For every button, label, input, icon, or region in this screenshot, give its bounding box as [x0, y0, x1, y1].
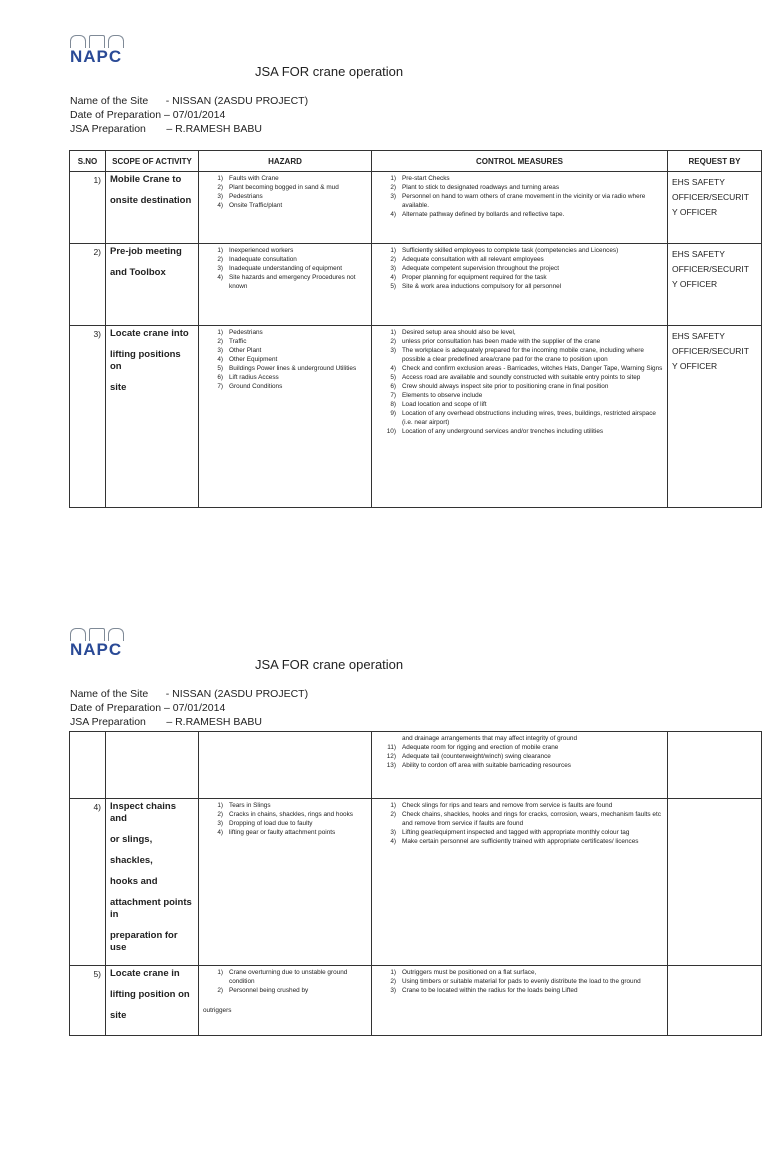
- control-cell: [372, 799, 668, 966]
- list-item: [207, 192, 367, 201]
- list-item: [380, 743, 663, 752]
- activity-line: Pre-job meeting: [110, 246, 182, 257]
- list-item: [207, 337, 367, 346]
- col-request: REQUEST BY: [668, 151, 762, 172]
- activity-line: Inspect chains and: [110, 801, 176, 824]
- activity-line: Locate crane into: [110, 328, 189, 339]
- item-text: Traffic: [229, 338, 247, 345]
- activity-line: and Toolbox: [110, 267, 166, 278]
- control-cell: [372, 244, 668, 326]
- item-number: 3): [217, 193, 223, 200]
- request-line: OFFICER/SECURIT: [672, 346, 749, 356]
- request-line: OFFICER/SECURIT: [672, 192, 749, 202]
- list-item: [380, 210, 663, 219]
- item-number: 1): [390, 247, 396, 254]
- activity-line: site: [110, 1010, 127, 1021]
- request-line: Y OFFICER: [672, 207, 718, 217]
- hazard-cell: [199, 799, 372, 966]
- item-number: 1): [390, 329, 396, 336]
- request-line: Y OFFICER: [672, 279, 718, 289]
- item-number: 3): [217, 820, 223, 827]
- request-cell: [668, 244, 762, 326]
- item-text: Outriggers must be positioned on a flat surface,: [402, 969, 537, 976]
- item-number: 8): [390, 401, 396, 408]
- activity-line: hooks and: [110, 876, 158, 887]
- request-cell: [668, 172, 762, 244]
- control-list: [372, 244, 667, 293]
- item-number: 7): [390, 392, 396, 399]
- item-number: 4): [217, 356, 223, 363]
- table-row: [70, 799, 762, 966]
- list-item: [207, 246, 367, 255]
- item-number: 13): [386, 762, 396, 769]
- activity-cell: [106, 732, 199, 799]
- item-text: Cracks in chains, shackles, rings and hooks: [229, 811, 353, 818]
- request-line: OFFICER/SECURIT: [672, 264, 749, 274]
- prep-value: – R.RAMESH BABU: [166, 123, 263, 135]
- item-number: 1): [390, 802, 396, 809]
- item-text: Proper planning for equipment required for the task: [402, 274, 547, 281]
- item-text: Ability to cordon off area with suitable barricading resources: [402, 762, 571, 769]
- list-item: [380, 364, 663, 373]
- list-item: [207, 346, 367, 355]
- document-meta: Name of the Site - NISSAN (2ASDU PROJECT) Date of Preparation – 07/01/2014 JSA Preparation – R.RAMESH BABU: [70, 688, 309, 728]
- list-item: [380, 391, 663, 400]
- item-number: 4): [390, 274, 396, 281]
- activity-cell: [106, 326, 199, 508]
- item-text: Location of any underground services and/or trenches including utilities: [402, 428, 604, 435]
- item-text: Desired setup area should also be level,: [402, 329, 516, 336]
- activity-cell: [106, 172, 199, 244]
- item-number: 11): [387, 744, 396, 751]
- sno-cell: 5): [70, 966, 106, 1036]
- item-text: Inadequate consultation: [229, 256, 297, 263]
- item-text: Lift radius Access: [229, 374, 279, 381]
- hazard-list: [199, 244, 371, 293]
- control-cell: [372, 326, 668, 508]
- list-item: [380, 246, 663, 255]
- item-number: 6): [390, 383, 396, 390]
- item-text: Site & work area inductions compulsory for all personnel: [402, 283, 562, 290]
- item-number: 2): [390, 338, 396, 345]
- item-number: 3): [390, 347, 396, 354]
- activity-cell: [106, 244, 199, 326]
- item-text: Buildings Power lines & underground Utilities: [229, 365, 357, 372]
- item-number: 4): [217, 274, 223, 281]
- activity-line: preparation for use: [110, 930, 178, 953]
- list-item: [207, 819, 367, 828]
- list-item: [380, 761, 663, 770]
- item-number: 2): [217, 338, 223, 345]
- col-sno: S.NO: [70, 151, 106, 172]
- item-text: Ground Conditions: [229, 383, 283, 390]
- site-value: - NISSAN (2ASDU PROJECT): [165, 95, 309, 107]
- request-line: Y OFFICER: [672, 361, 718, 371]
- list-item: [380, 734, 663, 743]
- col-hazard: HAZARD: [199, 151, 372, 172]
- item-text: Make certain personnel are sufficiently trained with appropriate certificates/ licences: [402, 838, 639, 845]
- item-text: The workplace is adequately prepared for the incoming mobile crane, including where possible a clear predefined area/crane pad for the crane to position upon: [402, 347, 644, 363]
- list-item: [207, 810, 367, 819]
- item-text: Personnel on hand to warn others of crane movement in the vicinity or via radio where available.: [402, 193, 646, 209]
- sno-cell: 1): [70, 172, 106, 244]
- item-text: Lifting gear/equipment inspected and tagged with appropriate monthly colour tag: [402, 829, 630, 836]
- list-item: [380, 968, 663, 977]
- item-text: Check slings for rips and tears and remove from service is faults are found: [402, 802, 613, 809]
- list-item: [380, 337, 663, 346]
- col-activity: SCOPE OF ACTIVITY: [106, 151, 199, 172]
- activity-cell: [106, 966, 199, 1036]
- item-number: 1): [217, 329, 223, 336]
- list-item: [380, 255, 663, 264]
- table-row: [70, 244, 762, 326]
- list-item: [380, 828, 663, 837]
- list-item: [380, 183, 663, 192]
- sno-cell: 3): [70, 326, 106, 508]
- list-item: [380, 977, 663, 986]
- item-number: 1): [217, 802, 223, 809]
- list-item: [207, 255, 367, 264]
- item-text: Alternate pathway defined by bollards and reflective tape.: [402, 211, 565, 218]
- sno-cell: 2): [70, 244, 106, 326]
- item-number: 4): [217, 202, 223, 209]
- list-item: [380, 801, 663, 810]
- item-text: Tears in Slings: [229, 802, 271, 809]
- item-number: 4): [390, 365, 396, 372]
- item-text: Faults with Crane: [229, 175, 279, 182]
- hazard-cell: [199, 732, 372, 799]
- table-row: [70, 326, 762, 508]
- item-text: Location of any overhead obstructions including wires, trees, buildings, restricted airspace (i.e. near airport): [402, 410, 656, 426]
- item-number: 2): [217, 987, 223, 994]
- list-item: [207, 328, 367, 337]
- list-item: [380, 346, 663, 364]
- list-item: [380, 986, 663, 995]
- activity-line: onsite destination: [110, 195, 192, 206]
- item-text: and drainage arrangements that may affect integrity of ground: [402, 735, 578, 742]
- item-text: Elements to observe include: [402, 392, 483, 399]
- control-cell: [372, 172, 668, 244]
- item-text: Adequate room for rigging and erection of mobile crane: [402, 744, 559, 751]
- page-1: [0, 0, 768, 560]
- napc-logo: NAPC: [70, 628, 150, 660]
- item-number: 4): [390, 838, 396, 845]
- list-item: [380, 752, 663, 761]
- item-text: Load location and scope of lift: [402, 401, 487, 408]
- list-item: [207, 174, 367, 183]
- hazard-cell: [199, 172, 372, 244]
- item-text: Access road are available and soundly constructed with suitable entry points to sitep: [402, 374, 641, 381]
- list-item: [380, 174, 663, 183]
- request-line: EHS SAFETY: [672, 249, 725, 259]
- item-number: 3): [390, 829, 396, 836]
- item-text: unless prior consultation has been made with the supplier of the crane: [402, 338, 601, 345]
- item-number: 2): [390, 978, 396, 985]
- item-number: 2): [217, 811, 223, 818]
- item-number: 1): [217, 247, 223, 254]
- sno-cell: 4): [70, 799, 106, 966]
- control-list: [372, 966, 667, 997]
- item-number: 7): [217, 383, 223, 390]
- item-text: Pre-start Checks: [402, 175, 450, 182]
- item-text: Check and confirm exclusion areas - Barricades, witches Hats, Danger Tape, Warning Signs: [402, 365, 663, 372]
- list-item: [380, 373, 663, 382]
- list-item: [207, 201, 367, 210]
- list-item: [380, 273, 663, 282]
- item-text: Pedestrians: [229, 193, 263, 200]
- item-number: 2): [390, 184, 396, 191]
- napc-logo: NAPC: [70, 35, 150, 67]
- item-number: 4): [217, 829, 223, 836]
- control-list: [372, 172, 667, 221]
- item-text: Other Equipment: [229, 356, 278, 363]
- item-number: 3): [217, 347, 223, 354]
- item-number: 2): [217, 256, 223, 263]
- item-number: [380, 734, 402, 743]
- list-item: [207, 373, 367, 382]
- item-text: Crane overturning due to unstable ground condition: [229, 969, 348, 985]
- request-cell: [668, 799, 762, 966]
- request-line: EHS SAFETY: [672, 331, 725, 341]
- list-item: [207, 968, 367, 986]
- page-2: [0, 593, 768, 1153]
- item-text: Other Plant: [229, 347, 262, 354]
- item-text: Crew should always inspect site prior to positioning crane in final position: [402, 383, 609, 390]
- table-row: [70, 966, 762, 1036]
- request-cell: [668, 966, 762, 1036]
- activity-line: lifting position on: [110, 989, 190, 1000]
- col-control: CONTROL MEASURES: [372, 151, 668, 172]
- activity-line: shackles,: [110, 855, 153, 866]
- item-text: Dropping of load due to faulty: [229, 820, 313, 827]
- item-text: Onsite Traffic/plant: [229, 202, 283, 209]
- item-text: Crane to be located within the radius for the loads being Lifted: [402, 987, 578, 994]
- item-number: 9): [390, 410, 396, 417]
- list-item: [380, 382, 663, 391]
- control-list: [372, 799, 667, 848]
- list-item: [207, 986, 367, 995]
- list-item: [207, 382, 367, 391]
- item-number: 6): [217, 374, 223, 381]
- item-text: Pedestrians: [229, 329, 263, 336]
- item-text: Check chains, shackles, hooks and rings for cracks, corrosion, wears, mechanism faults etc and remove from service if faults are found: [402, 811, 661, 827]
- item-number: 3): [217, 265, 223, 272]
- list-item: [380, 810, 663, 828]
- list-item: [380, 409, 663, 427]
- item-text: Personnel being crushed by: [229, 987, 309, 994]
- activity-line: lifting positions on: [110, 349, 181, 372]
- hazard-list: [199, 966, 371, 997]
- activity-line: or slings,: [110, 834, 153, 845]
- list-item: [207, 264, 367, 273]
- request-cell: [668, 326, 762, 508]
- item-number: 10): [386, 428, 396, 435]
- list-item: [380, 192, 663, 210]
- control-list: [372, 732, 667, 772]
- request-cell: [668, 732, 762, 799]
- date-label: Date of Preparation: [70, 109, 162, 121]
- hazard-list: [199, 326, 371, 393]
- item-number: 2): [217, 184, 223, 191]
- sno-cell: [70, 732, 106, 799]
- request-line: EHS SAFETY: [672, 177, 725, 187]
- document-title: JSA FOR crane operation: [255, 657, 404, 672]
- list-item: [207, 801, 367, 810]
- hazard-list: [199, 799, 371, 839]
- date-value: – 07/01/2014: [163, 109, 226, 121]
- activity-line: site: [110, 382, 127, 393]
- list-item: [207, 355, 367, 364]
- item-text: Adequate consultation with all relevant employees: [402, 256, 544, 263]
- item-text: Sufficiently skilled employees to complete task (competencies and Licences): [402, 247, 619, 254]
- control-list: [372, 326, 667, 438]
- item-number: 1): [217, 175, 223, 182]
- activity-line: attachment points in: [110, 897, 192, 920]
- item-number: 1): [390, 175, 396, 182]
- list-item: [207, 828, 367, 837]
- item-number: 2): [390, 811, 396, 818]
- item-number: 5): [217, 365, 223, 372]
- item-text: Plant becoming bogged in sand & mud: [229, 184, 339, 191]
- list-item: [380, 837, 663, 846]
- document-title: JSA FOR crane operation: [255, 64, 404, 79]
- list-item: [380, 282, 663, 291]
- item-number: 1): [217, 969, 223, 976]
- item-number: 3): [390, 987, 396, 994]
- item-text: Site hazards and emergency Procedures not known: [229, 274, 356, 290]
- hazard-list: [199, 172, 371, 212]
- item-text: Adequate tail (counterweight/winch) swing clearance: [402, 753, 551, 760]
- hazard-cell: [199, 244, 372, 326]
- item-number: 5): [390, 374, 396, 381]
- jsa-table: [69, 150, 762, 508]
- list-item: [380, 427, 663, 436]
- item-text: Adequate competent supervision throughout the project: [402, 265, 560, 272]
- list-item: [207, 364, 367, 373]
- list-item: [380, 400, 663, 409]
- item-number: 1): [390, 969, 396, 976]
- control-cell: [372, 732, 668, 799]
- item-number: 4): [390, 211, 396, 218]
- list-item: [380, 264, 663, 273]
- hazard-cell: [199, 966, 372, 1036]
- item-text: Using timbers or suitable material for pads to evenly distribute the load to the ground: [402, 978, 641, 985]
- hazard-cell: [199, 326, 372, 508]
- item-text: Plant to stick to designated roadways and turning areas: [402, 184, 560, 191]
- item-number: 3): [390, 265, 396, 272]
- table-row: [70, 732, 762, 799]
- prep-label: JSA Preparation: [70, 123, 146, 135]
- activity-cell: [106, 799, 199, 966]
- list-item: [207, 183, 367, 192]
- item-number: 3): [390, 193, 396, 200]
- table-row: [70, 172, 762, 244]
- control-cell: [372, 966, 668, 1036]
- item-number: 2): [390, 256, 396, 263]
- item-text: Inadequate understanding of equipment: [229, 265, 342, 272]
- document-meta: [70, 94, 308, 136]
- item-number: 5): [390, 283, 396, 290]
- list-item: [380, 328, 663, 337]
- activity-line: Locate crane in: [110, 968, 180, 979]
- item-text: Inexperienced workers: [229, 247, 294, 254]
- item-number: 12): [386, 753, 396, 760]
- activity-line: Mobile Crane to: [110, 174, 182, 185]
- item-text: lifting gear or faulty attachment points: [229, 829, 336, 836]
- hazard-extra: outriggers: [203, 1007, 232, 1014]
- site-label: Name of the Site: [70, 95, 149, 107]
- jsa-table-continued: [69, 731, 762, 1036]
- list-item: [207, 273, 367, 291]
